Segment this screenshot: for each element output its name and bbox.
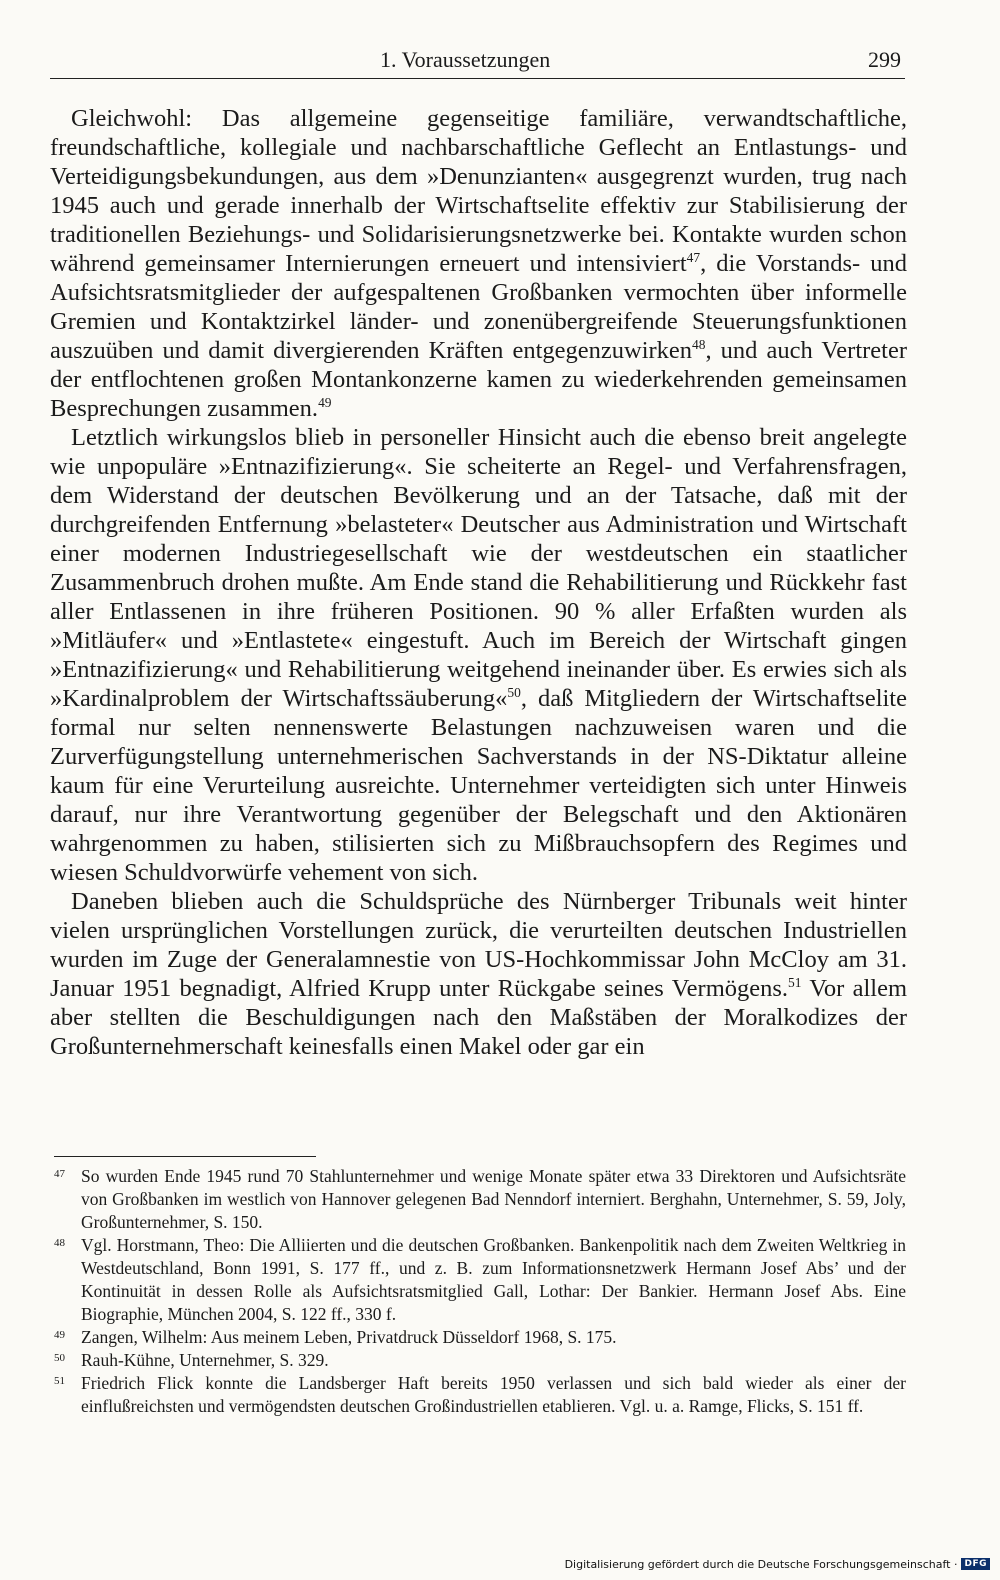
digitization-credit (565, 1554, 990, 1574)
footnote-text: So wurden Ende 1945 rund 70 Stahlunternehmer und wenige Monate später etwa 33 Direktoren und Aufsichtsräte von Großbanken im westlich von Hannover gelegenen Bad Nenndorf interniert. Berghahn, Unternehmer, S. 59, Joly, Großunternehmer, S. 150. (81, 1166, 906, 1232)
footnote-ref: 47 (686, 249, 701, 265)
text-segment: Gleichwohl: Das allgemeine gegenseitige familiäre, verwandtschaftliche, freundschaftliche, kollegiale und nachbarschaftliche Geflecht an Entlastungs- und Verteidigungsbekundungen, aus dem »Denunzianten« ausgegrenzt wurden, trug nach 1945 auch und gerade innerhalb der Wirtschaftselite effektiv zur Stabilisierung der traditionellen Beziehungs- und Solidarisierungsnetzwerke bei. Kontakte wurden schon während gemeinsamer Internierungen erneuert und intensiviert (50, 105, 907, 277)
footnote-ref: 48 (692, 336, 706, 352)
footnote-ref: 50 (507, 684, 521, 700)
credit-text: Digitalisierung gefördert durch die Deutsche Forschungsgemeinschaft · (564, 1557, 958, 1571)
text-segment: Letztlich wirkungslos blieb in personeller Hinsicht auch die ebenso breit angelegte wie unpopuläre »Entnazifizierung«. Sie scheiterte an Regel- und Verfahrensfragen, dem Widerstand der deutschen Bevölkerung und an der Tatsache, daß mit der durchgreifenden Entfernung »belasteter« Deutscher aus Administration und Wirtschaft einer modernen Industriegesellschaft wie der westdeutschen ein staatlicher Zusammenbruch drohen mußte. Am Ende stand die Rehabilitierung und Rückkehr fast aller Entlassenen in ihre früheren Positionen. 90 % aller Erfaßten wurden als »Mitläufer« und »Entlastete« eingestuft. Auch im Bereich der Wirtschaft gingen »Entnazifizierung« und Rehabilitierung weitgehend ineinander über. Es erwies sich als »Kardinalproblem der Wirtschaftssäuberung« (50, 424, 907, 712)
footnote-text: Friedrich Flick konnte die Landsberger Haft bereits 1950 verlassen und sich bald wieder als einer der einflußreichsten und vermögendsten deutschen Großindustriellen etablieren. Vgl. u. a. Ramge, Flicks, S. 151 ff. (81, 1373, 906, 1416)
footnote-number: 48 (54, 1237, 65, 1249)
footnote-text: Rauh-Kühne, Unternehmer, S. 329. (81, 1350, 329, 1370)
text-segment: , die Vorstands- und Aufsichtsratsmitglieder der aufgespaltenen Großbanken vermochten über informelle Gremien und Kontaktzirkel länder- und zonenübergreifende Steuerungsfunktionen auszuüben und damit divergierenden Kräften entgegenzuwirken (50, 250, 907, 364)
text-segment: Vor allem aber stellten die Beschuldigungen nach den Maßstäben der Moralkodizes der Großunternehmerschaft keinesfalls einen Makel oder gar ein (50, 975, 908, 1060)
paragraph (50, 887, 907, 1061)
running-header (50, 44, 905, 79)
text-segment: , daß Mitgliedern der Wirtschaftselite formal nur selten nennenswerte Belastungen nachzuweisen waren und die Zurverfügungstellung unternehmerischen Sachverstands in der NS-Diktatur alleine kaum für eine Verurteilung ausreichte. Unternehmer verteidigten sich unter Hinweis darauf, nur ihre Verantwortung gegenüber der Belegschaft und den Aktionären wahrgenommen zu haben, stilisierten sich zu Mißbrauchsopfern des Regimes und wiesen Schuldvorwürfe vehement von sich. (50, 685, 907, 886)
paragraph (50, 423, 907, 887)
footnote-text: Zangen, Wilhelm: Aus meinem Leben, Privatdruck Düsseldorf 1968, S. 175. (81, 1327, 617, 1347)
running-title: 1. Voraussetzungen (380, 47, 551, 72)
footnote (54, 1349, 906, 1372)
dfg-logo-icon: DFG (961, 1558, 990, 1570)
text-segment: , und auch Vertreter der entflochtenen großen Montankonzerne kamen zu wiederkehrenden gemeinsamen Besprechungen zusammen. (50, 337, 908, 422)
footnotes (54, 1165, 906, 1418)
footnote-number: 47 (54, 1168, 65, 1180)
text-segment: Daneben blieben auch die Schuldsprüche des Nürnberger Tribunals weit hinter vielen ursprünglichen Vorstellungen zurück, die verurteilten deutschen Industriellen wurden im Zuge der Generalamnestie von US-Hochkommissar John McCloy am 31. Januar 1951 begnadigt, Alfried Krupp unter Rückgabe seines Vermögens. (50, 888, 907, 1002)
footnote-text: Vgl. Horstmann, Theo: Die Alliierten und die deutschen Großbanken. Bankenpolitik nach dem Zweiten Weltkrieg in Westdeutschland, Bonn 1991, S. 177 ff., und z. B. zum Informationsnetzwerk Hermann Josef Abs’ und der Kontinuität in dessen Rolle als Aufsichtsratsmitglied Gall, Lothar: Der Bankier. Hermann Josef Abs. Eine Biographie, München 2004, S. 122 ff., 330 f. (81, 1235, 906, 1324)
footnote (54, 1234, 906, 1326)
footnote-divider (54, 1156, 316, 1157)
footnote-number: 50 (54, 1352, 65, 1364)
footnote-number: 49 (54, 1329, 65, 1341)
footnote (54, 1165, 906, 1234)
footnote-number: 51 (54, 1375, 65, 1387)
footnote (54, 1326, 906, 1349)
footnote-ref: 49 (318, 394, 332, 410)
footnote-ref: 51 (788, 974, 802, 990)
page-number: 299 (868, 47, 901, 72)
paragraph (50, 104, 907, 423)
footnote (54, 1372, 906, 1418)
main-text (50, 104, 907, 1061)
